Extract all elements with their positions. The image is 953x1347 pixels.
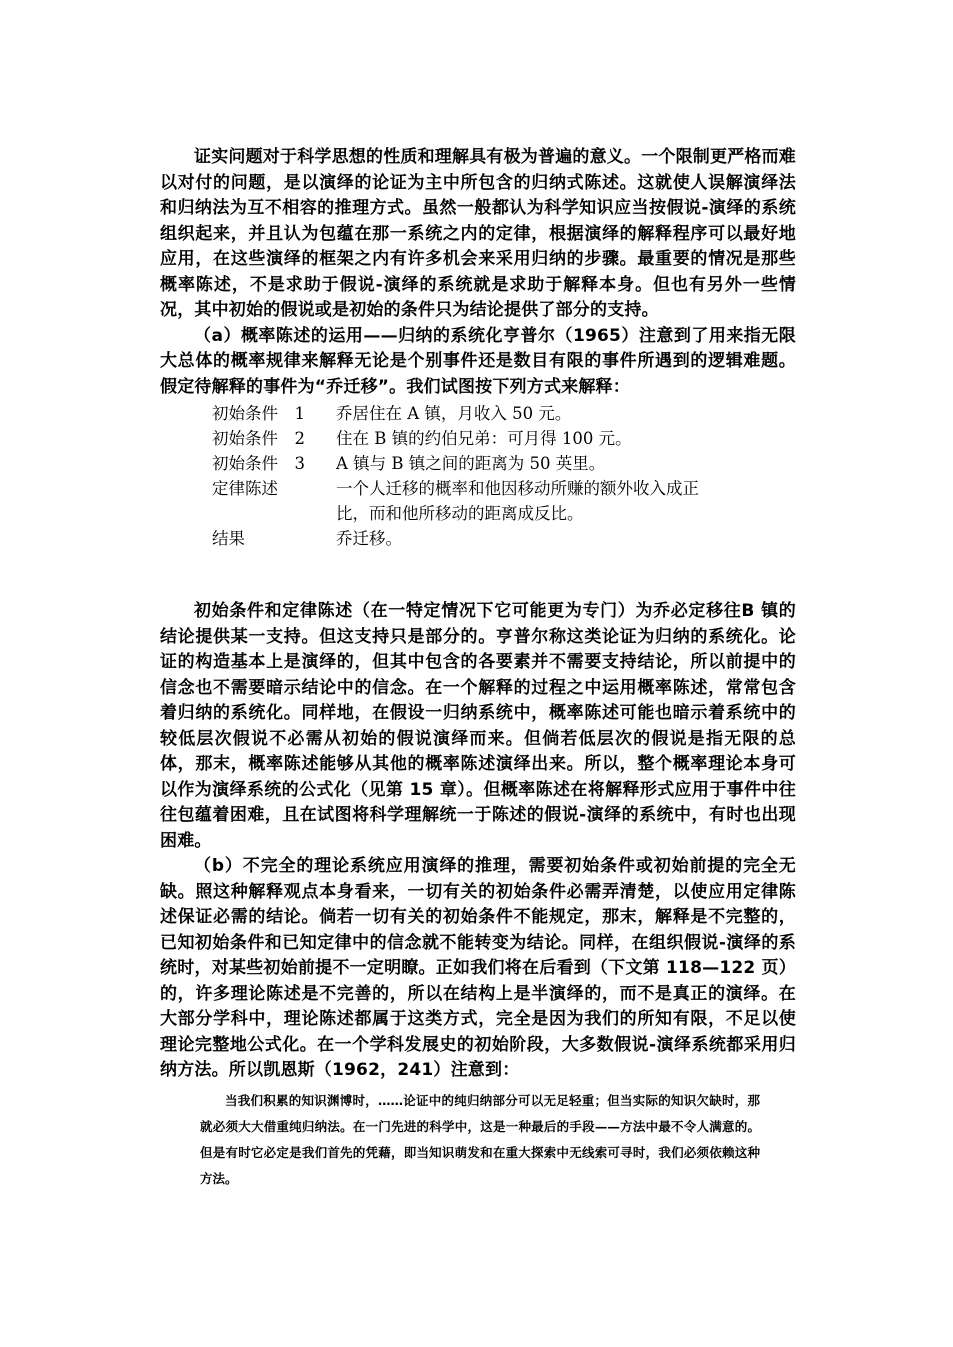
example-label: 初始条件 2 [212, 429, 305, 448]
example-row [212, 401, 796, 426]
block-quote: 当我们积累的知识渊博时，……论证中的纯归纳部分可以无足轻重；但当实际的知识欠缺时，那就必须大大借重纯归纳法。在一门先进的科学中，这是一种最后的手段——方法中最不令人满意的。但是有时它必定是我们首先的凭藉，即当知识萌发和在重大探索中无线索可寻时，我们必须依赖这种方法。 [200, 1092, 760, 1186]
spacer [160, 551, 796, 599]
example-row [212, 451, 796, 476]
example-text: 乔居住在 A 镇，月收入 50 元。 [336, 404, 572, 423]
example-row [212, 426, 796, 451]
example-label: 初始条件 3 [212, 454, 305, 473]
example-label: 定律陈述 [212, 479, 278, 498]
example-row [212, 476, 796, 526]
example-label: 结果 [212, 529, 245, 548]
example-text: 一个人迁移的概率和他因移动所赚的额外收入成正比，而和他所移动的距离成反比。 [336, 479, 699, 523]
explanation-example [212, 401, 796, 551]
paragraph-1: 证实问题对于科学思想的性质和理解具有极为普遍的意义。一个限制更严格而难以对付的问题，是以演绎的论证为主中所包含的归纳式陈述。这就使人误解演绎法和归纳法为互不相容的推理方式。虽然一般都认为科学知识应当按假说-演绎的系统组织起来，并且认为包蕴在那一系统之内的定律，根据演绎的解释程序可以最好地应用，在这些演绎的框架之内有许多机会来采用归纳的步骤。最重要的情况是那些概率陈述，不是求助于假说-演绎的系统就是求助于解释本身。但也有另外一些情况，其中初始的假说或是初始的条件只为结论提供了部分的支持。 [160, 147, 796, 320]
paragraph-3: 初始条件和定律陈述（在一特定情况下它可能更为专门）为乔必定移往B 镇的结论提供某一支持。但这支持只是部分的。亨普尔称这类论证为归纳的系统化。论证的构造基本上是演绎的，但其中包含的各要素并不需要支持结论，所以前提中的信念也不需要暗示结论中的信念。在一个解释的过程之中运用概率陈述，常常包含着归纳的系统化。同样地，在假设一归纳系统中，概率陈述可能也暗示着系统中的较低层次假说不必需从初始的假说演绎而来。但倘若低层次的假说是指无限的总体，那末，概率陈述能够从其他的概率陈述演绎出来。所以，整个概率理论本身可以作为演绎系统的公式化（见第 15 章）。但概率陈述在将解释形式应用于事件中往往包蕴着困难，且在试图将科学理解统一于陈述的假说-演绎的系统中，有时也出现困难。 [160, 601, 796, 851]
example-label: 初始条件 1 [212, 404, 305, 423]
paragraph-4: （b）不完全的理论系统应用演绎的推理，需要初始条件或初始前提的完全无缺。照这种解释观点本身看来，一切有关的初始条件必需弄清楚，以使应用定律陈述保证必需的结论。倘若一切有关的初始条件不能规定，那末，解释是不完整的，已知初始条件和已知定律中的信念就不能转变为结论。同样，在组织假说-演绎的系统时，对某些初始前提不一定明瞭。正如我们将在后看到（下文第 118—122 页）的，许多理论陈述是不完善的，所以在结构上是半演绎的，而不是真正的演绎。在大部分学科中，理论陈述都属于这类方式，完全是因为我们的所知有限，不足以使理论完整地公式化。在一个学科发展史的初始阶段，大多数假说-演绎系统都采用归纳方法。所以凯恩斯（1962，241）注意到： [160, 856, 796, 1080]
example-text: 乔迁移。 [336, 529, 402, 548]
document-page [160, 145, 796, 1204]
example-text: 住在 B 镇的约伯兄弟：可月得 100 元。 [336, 429, 632, 448]
example-text: A 镇与 B 镇之间的距离为 50 英里。 [336, 454, 606, 473]
example-row [212, 526, 796, 551]
paragraph-2: （a）概率陈述的运用——归纳的系统化亨普尔（1965）注意到了用来指无限大总体的概率规律来解释无论是个别事件还是数目有限的事件所遇到的逻辑难题。假定待解释的事件为“乔迁移”。我们试图按下列方式来解释： [160, 325, 796, 397]
